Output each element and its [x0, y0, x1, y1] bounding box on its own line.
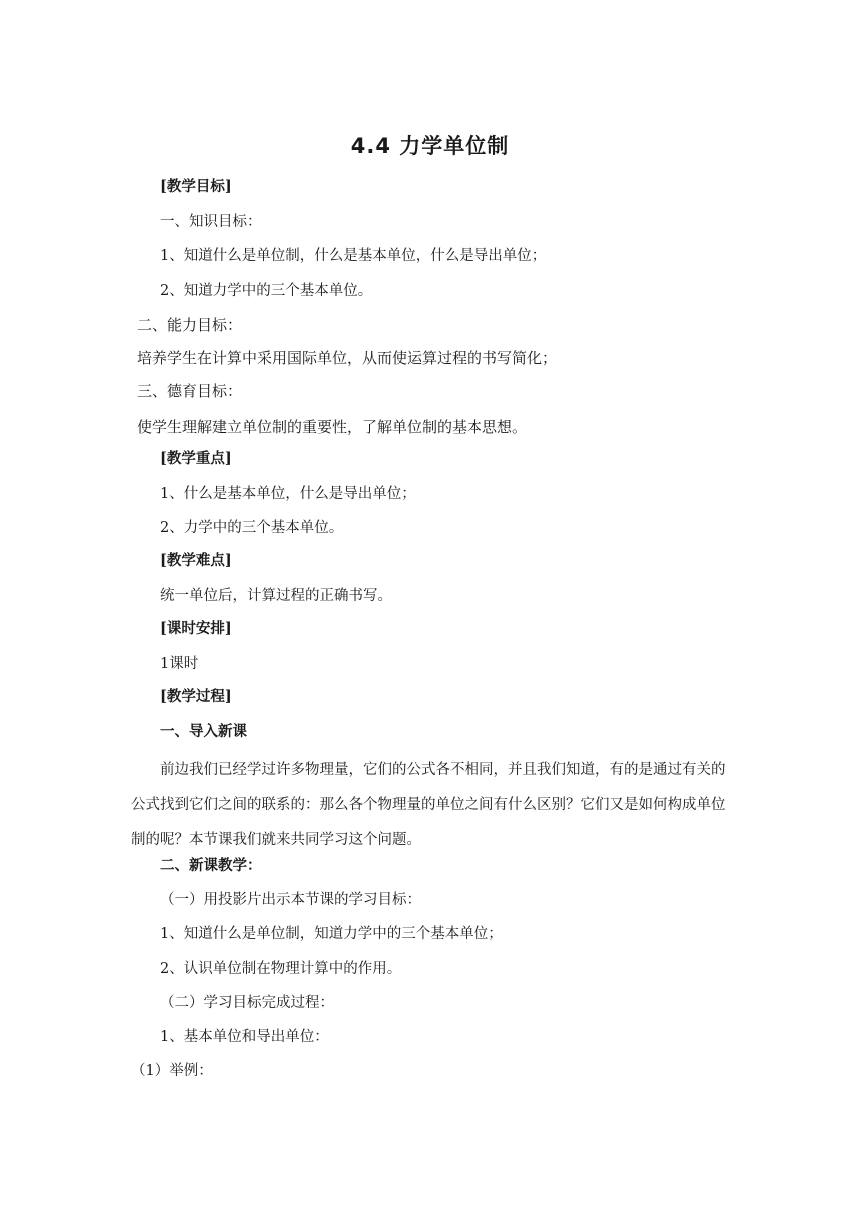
difficulty-heading: [教学难点]	[160, 552, 232, 569]
section-1-heading: 一、导入新课	[160, 723, 247, 740]
subsection-a-item-2: 2、认识单位制在物理计算中的作用。	[160, 961, 402, 977]
ability-goals-heading: 二、能力目标：	[137, 316, 243, 334]
section-2-heading: 二、新课教学：	[160, 857, 262, 874]
key-point-2: 2、力学中的三个基本单位。	[160, 520, 344, 536]
subsection-b-item-1: 1、基本单位和导出单位：	[160, 1029, 329, 1045]
moral-goals-heading: 三、德育目标：	[137, 382, 243, 400]
subsection-b-item-1a: （1）举例：	[131, 1063, 213, 1079]
subsection-a-item-1: 1、知道什么是单位制，知道力学中的三个基本单位；	[160, 926, 503, 942]
subsection-a: （一）用投影片出示本节课的学习目标：	[160, 892, 421, 908]
key-point-1: 1、什么是基本单位，什么是导出单位；	[160, 486, 416, 502]
schedule-1: 1课时	[160, 656, 199, 672]
teaching-goals-heading: [教学目标]	[160, 178, 232, 195]
subsection-b: （二）学习目标完成过程：	[160, 995, 334, 1011]
knowledge-goal-2: 2、知道力学中的三个基本单位。	[160, 283, 373, 299]
moral-goal-1: 使学生理解建立单位制的重要性，了解单位制的基本思想。	[137, 418, 528, 436]
difficulty-1: 统一单位后，计算过程的正确书写。	[160, 588, 392, 604]
knowledge-goals-heading: 一、知识目标：	[160, 214, 262, 230]
process-heading: [教学过程]	[160, 688, 232, 705]
schedule-heading: [课时安排]	[160, 620, 232, 637]
knowledge-goal-1: 1、知道什么是单位制，什么是基本单位，什么是导出单位；	[160, 248, 547, 264]
key-points-heading: [教学重点]	[160, 450, 232, 467]
document-title: 4.4 力学单位制	[350, 134, 510, 158]
ability-goal-1: 培养学生在计算中采用国际单位，从而使运算过程的书写简化；	[137, 349, 558, 367]
intro-paragraph: 前边我们已经学过许多物理量，它们的公式各不相同，并且我们知道，有的是通过有关的公式找到它们之间的联系的：那么各个物理量的单位之间有什么区别？它们又是如何构成单位制的呢？本节课我们就来共同学习这个问题。	[131, 762, 726, 848]
